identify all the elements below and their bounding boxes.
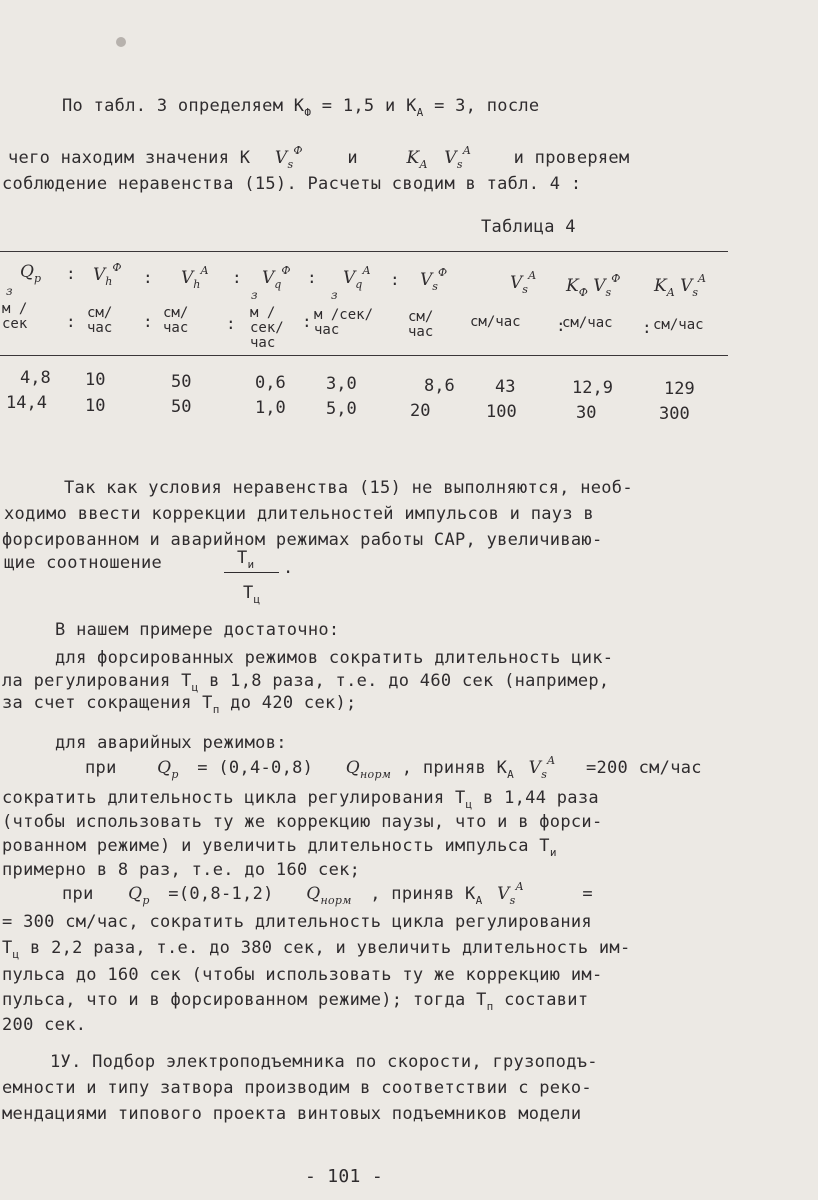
header-col-8: $K_Ф$ $V_s^Ф$ bbox=[566, 272, 621, 299]
table-cell: 8,6 bbox=[424, 376, 455, 396]
paragraph-5-line-3: $Т_ц$ в 2,2 раза, т.е. до 380 сек, и увеличить длительность им- bbox=[2, 938, 631, 961]
paragraph-3-line-2: для форсированных режимов сократить длительность цик- bbox=[55, 648, 614, 668]
paragraph-6-line-3: мендациями типового проекта винтовых подъемников модели bbox=[2, 1104, 582, 1124]
paragraph-2-line-2: ходимо ввести коррекции длительностей импульсов и пауз в bbox=[4, 504, 594, 524]
table-cell: 3,0 bbox=[326, 374, 357, 394]
paragraph-4-line-6: примерно в 8 раз, т.е. до 160 сек; bbox=[2, 860, 361, 880]
fraction-denominator: $Т_ц$ bbox=[243, 583, 261, 606]
fraction-numerator: $Т_и$ bbox=[237, 548, 255, 571]
paper-speck bbox=[116, 37, 126, 47]
table-caption: Таблица 4 bbox=[481, 217, 576, 237]
paragraph-3-line-3: ла регулирования $Т_ц$ в 1,8 раза, т.е. до 460 сек (например, bbox=[2, 671, 610, 694]
header-col-1-unit: м / сек bbox=[2, 301, 28, 332]
table-cell: 20 bbox=[410, 401, 431, 421]
header-col-7-unit: см/час bbox=[470, 314, 521, 330]
table-cell: 50 bbox=[171, 372, 192, 392]
table-cell: 129 bbox=[664, 379, 695, 399]
header-col-2-unit: см/ час bbox=[87, 305, 113, 336]
table-header-rule bbox=[0, 355, 728, 356]
table-cell: 14,4 bbox=[6, 393, 47, 413]
paragraph-3-line-4: за счет сокращения $Т_п$ до 420 сек); bbox=[2, 693, 357, 716]
paragraph-4-line-3: сократить длительность цикла регулирования $Т_ц$ в 1,44 раза bbox=[2, 788, 599, 811]
table-cell: 30 bbox=[576, 403, 597, 423]
header-col-3-unit: см/ час bbox=[163, 305, 189, 336]
header-col-6: $V_s^Ф$ bbox=[420, 266, 448, 293]
table-cell: 4,8 bbox=[20, 368, 51, 388]
header-col-2: $V_h^Ф$ bbox=[93, 261, 122, 288]
paragraph-5-line-2: = 300 см/час, сократить длительность цикла регулирования bbox=[2, 912, 592, 932]
paragraph-1-line-3: соблюдение неравенства (15). Расчеты сводим в табл. 4 : bbox=[2, 174, 582, 194]
table-cell: 5,0 bbox=[326, 399, 357, 419]
header-col-9: $K_A$ $V_s^A$ bbox=[654, 272, 706, 299]
paragraph-2-line-4: щие соотношение bbox=[4, 553, 163, 573]
header-col-9-unit: см/час bbox=[653, 317, 704, 333]
paragraph-5-line-1: при $Q_р =(0,8-1,2)$ $Q_{норм}$ , приняв $К_А$ $V_s^A$ = bbox=[62, 880, 593, 907]
header-col-3: $V_h^А$ bbox=[181, 264, 209, 291]
paragraph-2-line-1: Так как условия неравенства (15) не выполняются, необ- bbox=[64, 478, 633, 498]
header-col-7: $V_s^А$ bbox=[510, 269, 537, 296]
paragraph-1-line-1: По табл. 3 определяем $К_Ф = 1,5$ и $К_А = 3$, после bbox=[62, 96, 540, 119]
table-cell: 43 bbox=[495, 377, 516, 397]
paragraph-3-line-1: В нашем примере достаточно: bbox=[55, 620, 340, 640]
table-cell: 10 bbox=[85, 396, 106, 416]
header-col-8-unit: см/час bbox=[562, 315, 613, 331]
paragraph-5-line-5: пульса, что и в форсированном режиме); тогда $Т_п$ составит bbox=[2, 990, 589, 1013]
header-col-1-sub: з bbox=[6, 284, 13, 298]
header-col-6-unit: см/ час bbox=[408, 309, 434, 340]
paragraph-5-line-4: пульса до 160 сек (чтобы использовать ту же коррекцию им- bbox=[2, 965, 603, 985]
table-cell: 10 bbox=[85, 370, 106, 390]
paragraph-6-line-2: емности и типу затвора производим в соответствии с реко- bbox=[2, 1078, 592, 1098]
document-page: По табл. 3 определяем $К_Ф = 1,5$ и $К_А = 3$, после чего находим значения К $V_s^Ф$ и $K_A$ $V_s^A$ и проверяем соблюдение неравенства (15). Расчеты сводим в табл. 4 : Таблица 4 $Q_р$ з $V_h^Ф$ $V_h^А$ $V_q^Ф$ з $V_q^А$ з $V_s^Ф$ $V_s^А$ $K_Ф$ $V_s^Ф$ $K_A$ $V_s^A$ : : : : : : : : : : : м / сек см/ час см/ час м / сек/ час м /сек/ час см/ час см/час см/час см/час 4,8 10 50 0,6 3,0 8,6 43 12,9 129 14,4 10 50 1,0 5,0 20 100 30 300 Так как условия неравенства (15) не выполняются, необ- ходимо ввести коррекции длительностей импульсов и пауз в форсированном и аварийном режимах работы САР, увеличиваю- щие соотношение $Т_и$ . $Т_ц$ В нашем примере достаточно: для форсированных режимов сократить длительность цик- ла регулирования $Т_ц$ в 1,8 раза, т.е. до 460 сек (например, за счет сокращения $Т_п$ до 420 сек); для аварийных режимов: при $Q_р = (0,4-0,8)$ $Q_{норм}$ , приняв $К_А$ $V_s^A =200$ см/час сократить длительность цикла регулирования $Т_ц$ в 1,44 раза (чтобы использовать ту же коррекцию паузы, что и в форси- рованном режиме) и увеличить длительность импульса $Т_и$ примерно в 8 раз, т.е. до 160 сек; при $Q_р =(0,8-1,2)$ $Q_{норм}$ , приняв $К_А$ $V_s^A$ = = 300 см/час, сократить длительность цикла регулирования $Т_ц$ в 2,2 раза, т.е. до 380 сек, и увеличить длительность им- пульса до 160 сек (чтобы использовать ту же коррекцию им- пульса, что и в форсированном режиме); тогда $Т_п$ составит 200 сек. 1У. Подбор электроподъемника по скорости, грузоподъ- емности и типу затвора производим в соответствии с реко- мендациями типового проекта винтовых подъемников модели - 101 - bbox=[0, 0, 818, 1200]
table-cell: 50 bbox=[171, 397, 192, 417]
page-number: - 101 - bbox=[305, 1166, 383, 1187]
fraction-bar bbox=[224, 572, 279, 573]
paragraph-2-line-3: форсированном и аварийном режимах работы САР, увеличиваю- bbox=[2, 530, 603, 550]
paragraph-4-line-5: рованном режиме) и увеличить длительность импульса $Т_и$ bbox=[2, 836, 557, 859]
header-col-4-sub: з bbox=[251, 288, 258, 302]
header-col-4-unit: м / сек/ час bbox=[250, 305, 284, 351]
header-col-5-sub: з bbox=[331, 288, 338, 302]
table-cell: 12,9 bbox=[572, 378, 613, 398]
table-cell: 1,0 bbox=[255, 398, 286, 418]
paragraph-6-line-1: 1У. Подбор электроподъемника по скорости, грузоподъ- bbox=[50, 1052, 598, 1072]
sentence-period: . bbox=[283, 558, 294, 578]
paragraph-4-line-1: для аварийных режимов: bbox=[55, 733, 287, 753]
header-col-4: $V_q^Ф$ bbox=[262, 264, 291, 291]
table-cell: 0,6 bbox=[255, 373, 286, 393]
header-col-1: $Q_р$ bbox=[20, 262, 41, 285]
table-cell: 100 bbox=[486, 402, 517, 422]
header-col-5-unit: м /сек/ час bbox=[314, 307, 374, 338]
paragraph-1-line-2: чего находим значения К $V_s^Ф$ и $K_A$ $V_s^A$ и проверяем bbox=[8, 144, 630, 171]
paragraph-4-line-2: при $Q_р = (0,4-0,8)$ $Q_{норм}$ , приняв $К_А$ $V_s^A =200$ см/час bbox=[85, 754, 702, 781]
header-col-5: $V_q^А$ bbox=[343, 264, 371, 291]
table-cell: 300 bbox=[659, 404, 690, 424]
table-top-rule bbox=[0, 251, 728, 252]
paragraph-5-line-6: 200 сек. bbox=[2, 1015, 87, 1035]
paragraph-4-line-4: (чтобы использовать ту же коррекцию паузы, что и в форси- bbox=[2, 812, 603, 832]
